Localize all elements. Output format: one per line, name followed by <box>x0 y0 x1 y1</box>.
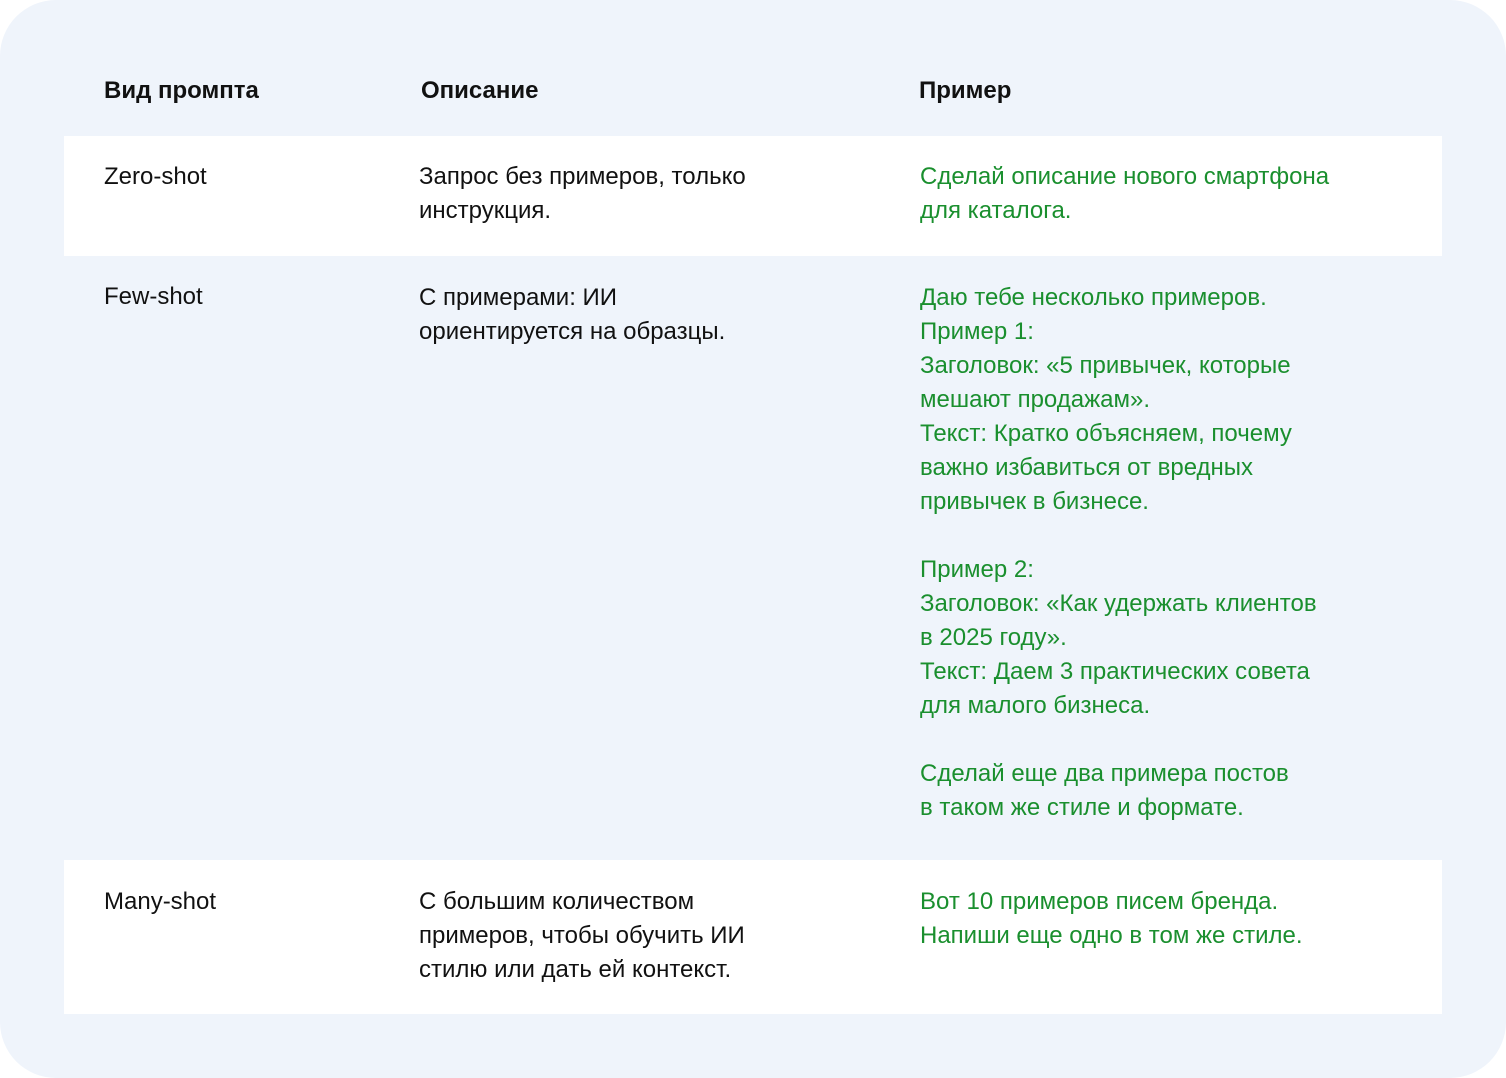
row-type: Few-shot <box>104 283 203 310</box>
row-example: Даю тебе несколько примеров. Пример 1: Заголовок: «5 привычек, которые мешают продажам». Текст: Кратко объясняем, почему важно избавиться от вредных привычек в бизнесе. Пример 2: Заголовок: «Как удержать клиентов в 2025 году». Текст: Даем 3 практических совета для малого бизнеса. Сделай еще два примера постов в таком же стиле и формате. <box>920 284 1317 821</box>
row-type: Many-shot <box>104 888 217 915</box>
table-row-many-shot <box>64 860 1442 1014</box>
header-description: Описание <box>421 77 539 104</box>
row-example: Сделай описание нового смартфона для каталога. <box>920 163 1330 224</box>
row-type: Zero-shot <box>104 163 207 190</box>
row-description: С большим количеством примеров, чтобы обучить ИИ стилю или дать ей контекст. <box>419 888 745 983</box>
row-example: Вот 10 примеров писем бренда. Напиши еще одно в том же стиле. <box>920 888 1303 949</box>
row-description: С примерами: ИИ ориентируется на образцы. <box>419 284 726 345</box>
prompt-types-table <box>64 0 1442 1014</box>
table-header <box>64 0 1442 136</box>
table-row-few-shot <box>64 256 1442 860</box>
header-type: Вид промпта <box>104 77 259 104</box>
row-description: Запрос без примеров, только инструкция. <box>419 163 746 224</box>
header-example: Пример <box>919 77 1012 104</box>
table-row-zero-shot <box>64 136 1442 256</box>
